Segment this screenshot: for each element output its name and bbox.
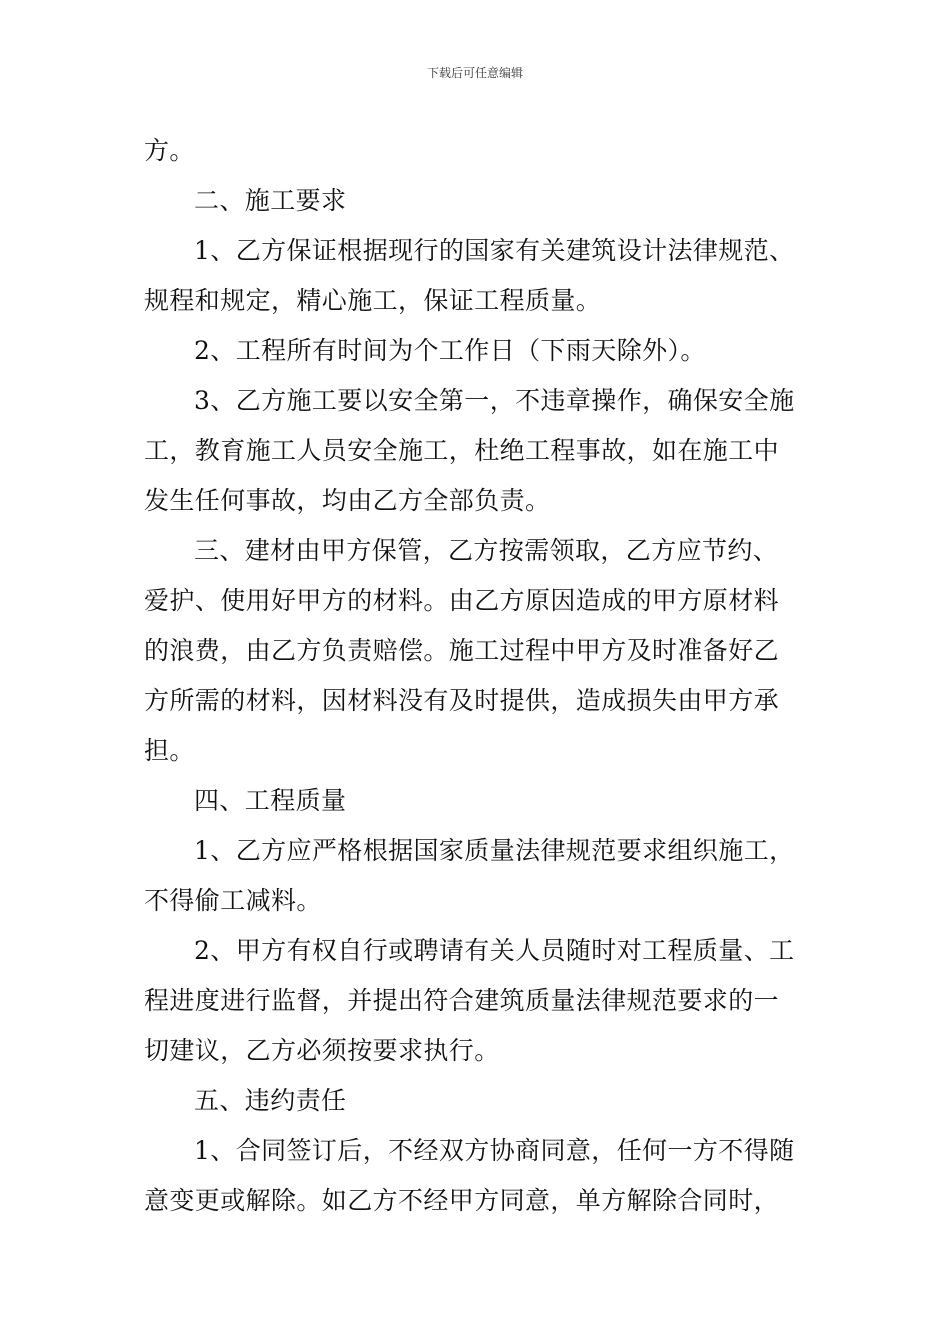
body-line: 担。 [144,736,195,765]
body-line: 方所需的材料，因材料没有及时提供，造成损失由甲方承 [144,686,780,715]
body-line: 工，教育施工人员安全施工，杜绝工程事故，如在施工中 [144,436,780,465]
page-header-note: 下载后可任意编辑 [426,66,523,80]
body-line: 3、乙方施工要以安全第一，不违章操作，确保安全施 [194,386,795,415]
section-heading: 四、工程质量 [194,786,347,815]
body-line: 不得偷工减料。 [144,886,322,915]
body-line: 1、乙方保证根据现行的国家有关建筑设计法律规范、 [194,236,795,265]
section-heading: 三、建材由甲方保管，乙方按需领取，乙方应节约、 [194,536,779,565]
body-line: 1、乙方应严格根据国家质量法律规范要求组织施工， [194,836,795,865]
body-line: 2、甲方有权自行或聘请有关人员随时对工程质量、工 [194,936,795,965]
section-heading: 二、施工要求 [194,186,347,215]
body-line: 规程和规定，精心施工，保证工程质量。 [144,286,602,315]
body-line: 意变更或解除。如乙方不经甲方同意，单方解除合同时， [144,1186,780,1215]
body-line: 的浪费，由乙方负责赔偿。施工过程中甲方及时准备好乙 [144,636,780,665]
document-body [144,126,810,1226]
body-line: 发生任何事故，均由乙方全部负责。 [144,486,551,515]
section-heading: 五、违约责任 [194,1086,347,1115]
body-line: 1、合同签订后，不经双方协商同意，任何一方不得随 [194,1136,795,1165]
body-line: 爱护、使用好甲方的材料。由乙方原因造成的甲方原材料 [144,586,780,615]
body-line: 切建议，乙方必须按要求执行。 [144,1036,500,1065]
body-line: 方。 [144,136,195,165]
body-line: 程进度进行监督，并提出符合建筑质量法律规范要求的一 [144,986,780,1015]
body-line: 2、工程所有时间为个工作日（下雨天除外）。 [194,336,706,365]
